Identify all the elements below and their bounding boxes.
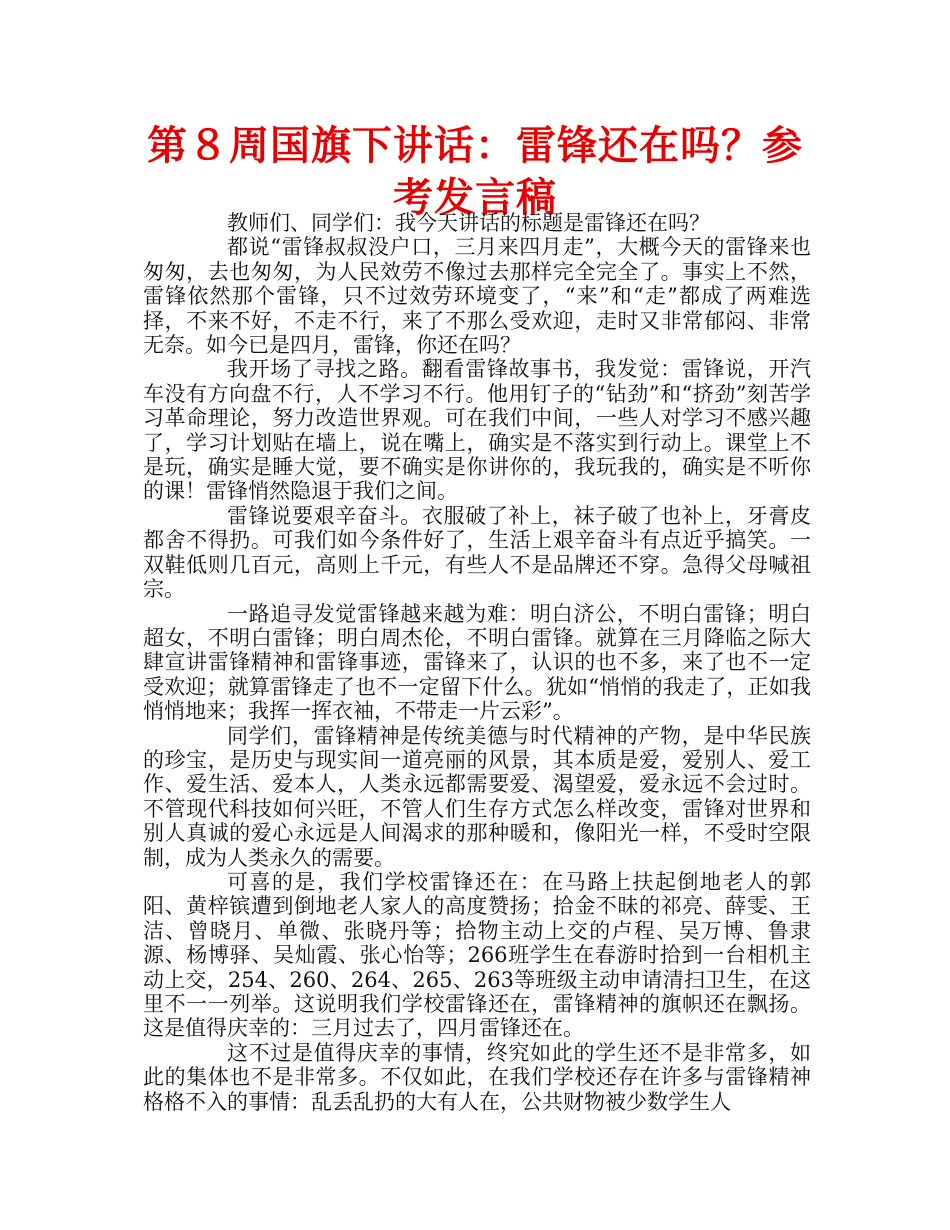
- paragraph: 一路追寻发觉雷锋越来越为难：明白济公，不明白雷锋；明白超女，不明白雷锋；明白周杰伦，不明白雷锋。就算在三月降临之际大肆宣讲雷锋精神和雷锋事迹，雷锋来了，认识的也不多，来了也不一定受欢迎；就算雷锋走了也不一定留下什么。犹如“悄悄的我走了，正如我悄悄地来；我挥一挥衣袖，不带走一片云彩”。: [143, 601, 811, 724]
- paragraph: 教师们、同学们：我今天讲话的标题是雷锋还在吗？: [227, 211, 710, 235]
- paragraph: 都说“雷锋叔叔没户口，三月来四月走”，大概今天的雷锋来也匆匆，去也匆匆，为人民效劳不像过去那样完全完全了。事实上不然，雷锋依然那个雷锋，只不过效劳环境变了，“来”和“走”都成了两难选择，不来不好，不走不行，来了不那么受欢迎，走时又非常郁闷、非常无奈。如今已是四月，雷锋，你还在吗？: [143, 235, 811, 358]
- paragraph: 雷锋说要艰辛奋斗。衣服破了补上，袜子破了也补上，牙膏皮都舍不得扔。可我们如今条件好了，生活上艰辛奋斗有点近乎搞笑。一双鞋低则几百元，高则上千元，有些人不是品牌还不穿。急得父母喊祖宗。: [143, 503, 811, 602]
- paragraph: 同学们，雷锋精神是传统美德与时代精神的产物，是中华民族的珍宝，是历史与现实间一道亮丽的风景，其本质是爱，爱别人、爱工作、爱生活、爱本人，人类永远都需要爱、渴望爱，爱永远不会过时。不管现代科技如何兴旺，不管人们生存方式怎么样改变，雷锋对世界和别人真诚的爱心永远是人间渴求的那种暖和，像阳光一样，不受时空限制，成为人类永久的需要。: [143, 723, 811, 870]
- document-title: 第８周国旗下讲话：雷锋还在吗？参考发言稿: [147, 123, 803, 221]
- paragraph: 这不过是值得庆幸的事情，终究如此的学生还不是非常多，如此的集体也不是非常多。不仅如此，在我们学校还存在许多与雷锋精神格格不入的事情：乱丢乱扔的大有人在，公共财物被少数学生人: [143, 1040, 811, 1114]
- paragraph: 我开场了寻找之路。翻看雷锋故事书，我发觉：雷锋说，开汽车没有方向盘不行，人不学习不行。他用钉子的“钻劲”和“挤劲”刻苦学习革命理论，努力改造世界观。可在我们中间，一些人对学习不感兴趣了，学习计划贴在墙上，说在嘴上，确实是不落实到行动上。课堂上不是玩，确实是睡大觉，要不确实是你讲你的，我玩我的，确实是不听你的课！雷锋悄然隐退于我们之间。: [143, 357, 811, 504]
- document-body: [143, 211, 811, 1114]
- paragraph: 可喜的是，我们学校雷锋还在：在马路上扶起倒地老人的郭阳、黄梓镔遭到倒地老人家人的高度赞扬；拾金不昧的祁亮、薛雯、王洁、曾晓月、单微、张晓丹等；拾物主动上交的卢程、吴万博、鲁隶源、杨博驿、吴灿霞、张心怡等；266班学生在春游时拾到一台相机主动上交，254、260、264、265、263等班级主动申请清扫卫生，在这里不一一列举。这说明我们学校雷锋还在，雷锋精神的旗帜还在飘扬。这是值得庆幸的：三月过去了，四月雷锋还在。: [143, 869, 811, 1041]
